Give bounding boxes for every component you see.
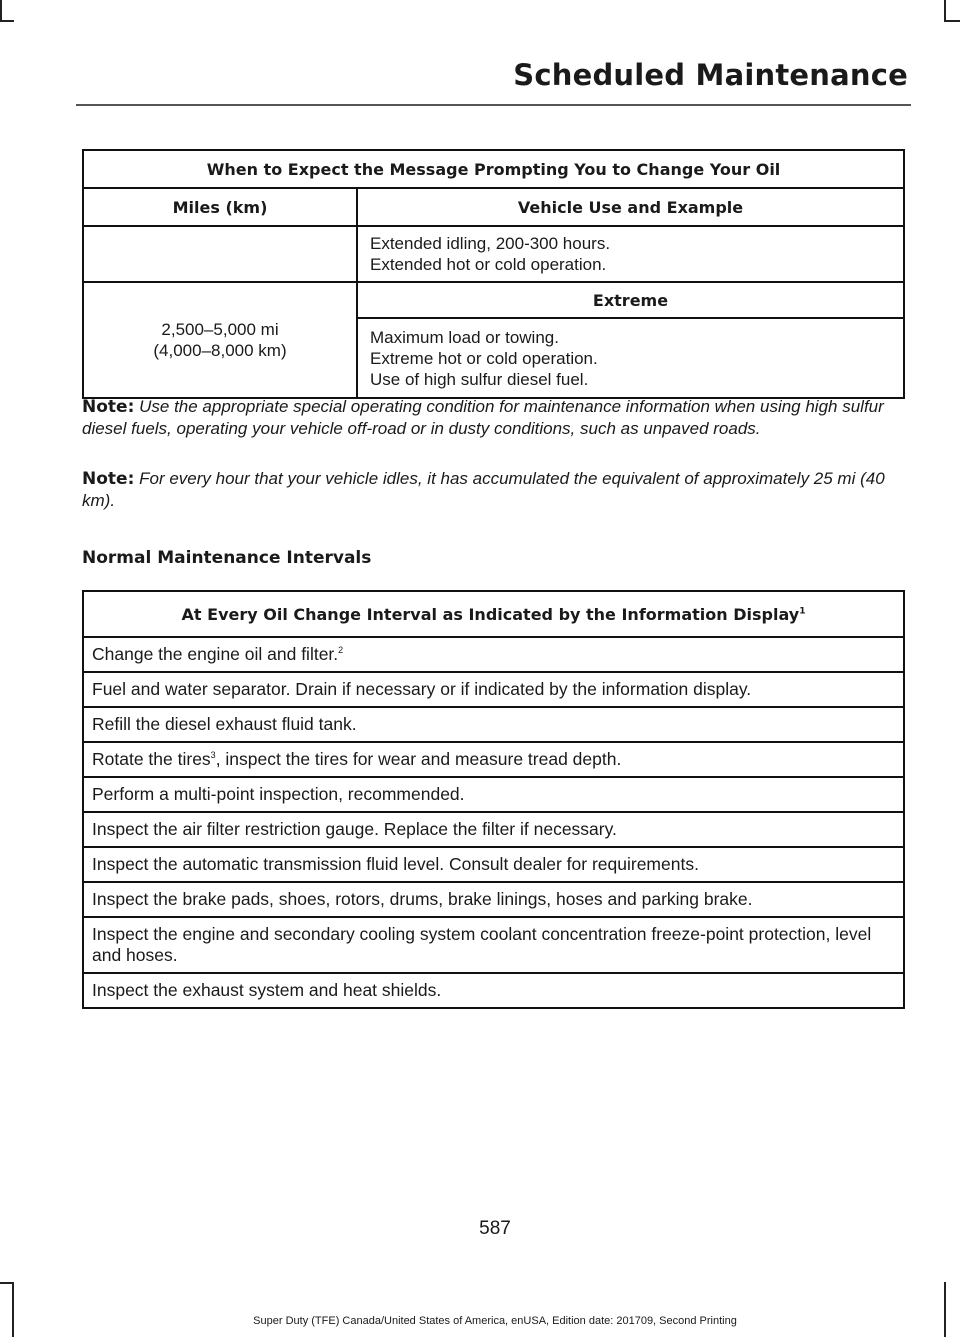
table-row: Refill the diesel exhaust fluid tank. <box>83 707 904 742</box>
title-divider <box>76 104 911 106</box>
cell-line: Extreme hot or cold operation. <box>370 348 598 368</box>
oil-table-title: When to Expect the Message Prompting You to Change Your Oil <box>83 150 904 188</box>
extreme-label: Extreme <box>357 282 904 318</box>
section-heading: Normal Maintenance Intervals <box>82 548 372 568</box>
note-label: Note: <box>82 469 135 489</box>
note-label: Note: <box>82 397 135 417</box>
page-title: Scheduled Maintenance <box>513 58 908 92</box>
row-text: Rotate the tires <box>92 749 211 769</box>
footer-edition: Super Duty (TFE) Canada/United States of America, enUSA, Edition date: 201709, Second Printing <box>253 1315 737 1327</box>
cell-line: Extended idling, 200-300 hours. <box>370 234 611 253</box>
crop-mark <box>12 1282 14 1337</box>
crop-mark <box>0 20 14 22</box>
table-row: Inspect the exhaust system and heat shields. <box>83 973 904 1008</box>
miles-range: 2,500–5,000 mi <box>161 320 279 339</box>
note-idle-hours <box>82 468 908 511</box>
note-text: Use the appropriate special operating condition for maintenance information when using high sulfur diesel fuels, operating your vehicle off-road or in dusty conditions, such as unpaved roads. <box>82 397 884 438</box>
footnote-ref: 1 <box>799 606 806 617</box>
miles-range-cell <box>83 282 357 398</box>
cell-line: Use of high sulfur diesel fuel. <box>370 369 589 389</box>
km-range: (4,000–8,000 km) <box>153 341 287 360</box>
note-text: For every hour that your vehicle idles, it has accumulated the equivalent of approximately 25 mi (40 km). <box>82 469 885 510</box>
table-row <box>83 742 904 777</box>
table-row: Inspect the engine and secondary cooling system coolant concentration freeze-point protection, level and hoses. <box>83 917 904 973</box>
table-cell <box>357 318 904 398</box>
table-cell <box>357 226 904 282</box>
maintenance-interval-table <box>82 590 905 1009</box>
table-row: Perform a multi-point inspection, recommended. <box>83 777 904 812</box>
crop-mark <box>944 20 960 22</box>
oil-change-table <box>82 149 905 399</box>
crop-mark <box>944 1282 946 1337</box>
col-header-miles: Miles (km) <box>83 188 357 226</box>
table-row: Inspect the automatic transmission fluid level. Consult dealer for requirements. <box>83 847 904 882</box>
empty-cell <box>83 226 357 282</box>
col-header-vehicle-use: Vehicle Use and Example <box>357 188 904 226</box>
table-row: Inspect the air filter restriction gauge. Replace the filter if necessary. <box>83 812 904 847</box>
note-high-sulfur <box>82 396 908 439</box>
table-row <box>83 637 904 672</box>
row-text: , inspect the tires for wear and measure tread depth. <box>215 749 622 769</box>
table-row: Fuel and water separator. Drain if necessary or if indicated by the information display. <box>83 672 904 707</box>
cell-line: Maximum load or towing. <box>370 327 559 347</box>
cell-line: Extended hot or cold operation. <box>370 255 607 274</box>
page-number: 587 <box>479 1218 511 1239</box>
footnote-ref: 2 <box>338 645 344 656</box>
crop-mark <box>0 0 2 20</box>
crop-mark <box>944 0 946 20</box>
row-text: Change the engine oil and filter. <box>92 644 339 664</box>
interval-table-title <box>83 591 904 637</box>
table-row: Inspect the brake pads, shoes, rotors, drums, brake linings, hoses and parking brake. <box>83 882 904 917</box>
footnote-ref: 3 <box>210 750 216 761</box>
title-text: At Every Oil Change Interval as Indicated by the Information Display <box>181 604 800 624</box>
